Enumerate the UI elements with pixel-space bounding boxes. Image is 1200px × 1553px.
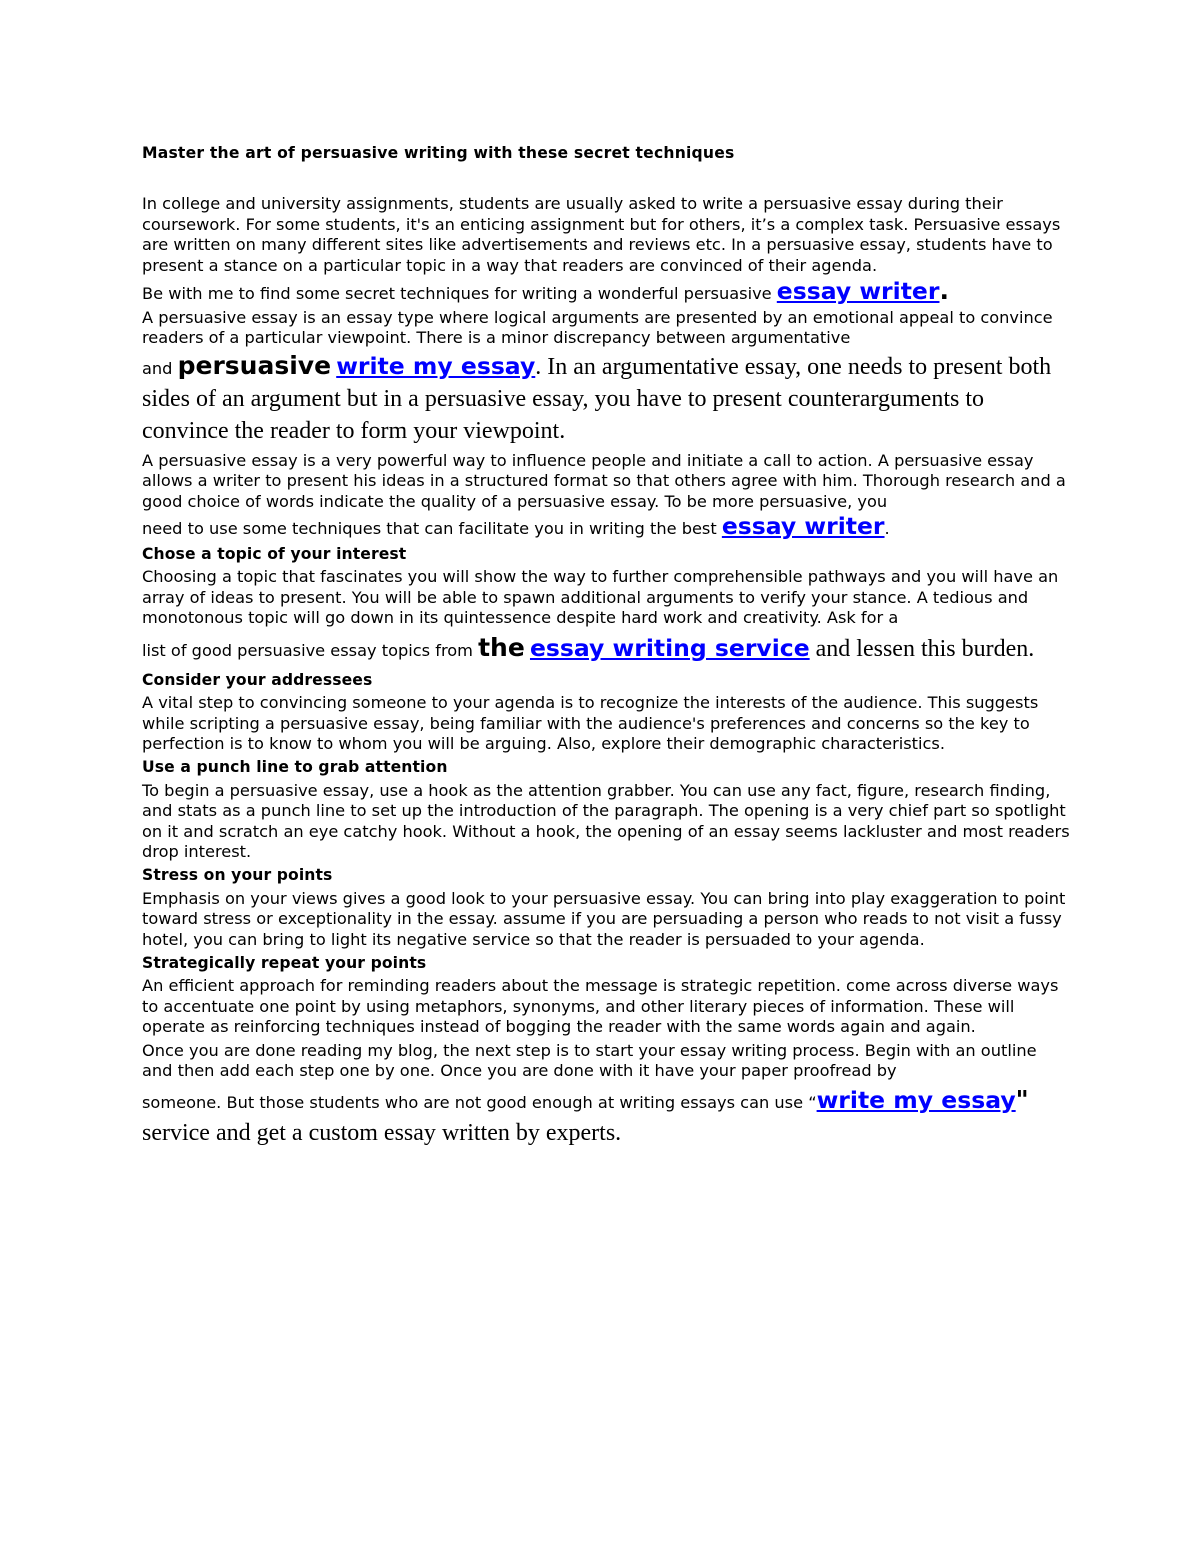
closing-serif-text: service and get a custom essay written by experts. <box>142 1120 622 1147</box>
heading-stress: Stress on your points <box>142 866 333 885</box>
addressees-text: A vital step to convincing someone to your agenda is to recognize the interests of the audience. This suggests while scripting a persuasive essay, being familiar with the audience's preferences and concerns so the key to perfection is to know to whom you will be arguing. Also, explore their demographic characteristics. <box>142 693 1039 753</box>
topic-text: Choosing a topic that fascinates you will show the way to further comprehensible pathways and you will have an array of ideas to present. You will be able to spawn additional arguments to verify your stance. A tedious and monotonous topic will go down in its quintessence despite hard work and creativity. Ask for a <box>142 567 1059 628</box>
document-page <box>142 143 1072 1153</box>
intro-text: In college and university assignments, students are usually asked to write a persuasive essay during their coursework. For some students, it's an enticing assignment but for others, it’s a complex task. Persuasive essays are written on many different sites like advertisements and reviews etc. In a persuasive essay, students have to present a stance on a particular topic in a way that readers are convinced of their agenda. <box>142 194 1061 275</box>
para3 <box>142 451 1072 512</box>
stress-paragraph <box>142 889 1072 950</box>
para2-and: and <box>142 358 178 378</box>
intro-end: . <box>939 276 949 306</box>
intro-line <box>142 276 1072 306</box>
page-title: Master the art of persuasive writing with these secret techniques <box>142 144 735 162</box>
para2-big-word: persuasive <box>177 350 332 380</box>
closing-line-text: someone. But those students who are not good enough at writing essays can use “ <box>142 1093 817 1113</box>
para3-line <box>142 512 1072 541</box>
heading-topic: Chose a topic of your interest <box>142 545 407 564</box>
para2-serif-text: . In an argumentative essay, one needs to present both sides of an argument but in a persuasive essay, you have to present counterarguments to convince the reader to form your viewpoint. <box>142 353 1052 444</box>
stress-text: Emphasis on your views gives a good look to your persuasive essay. You can bring into play exaggeration to point toward stress or exceptionality in the essay. assume if you are persuading a person who reads to not visit a fussy hotel, you can bring to light its negative service so that the reader is persuaded to your agenda. <box>142 888 1066 949</box>
heading-punch-line: Use a punch line to grab attention <box>142 758 448 777</box>
para3-end: . <box>884 519 890 539</box>
heading-addressees: Consider your addressees <box>142 670 373 689</box>
para3-line-text: need to use some techniques that can facilitate you in writing the best <box>142 519 722 539</box>
topic-line-text: list of good persuasive essay topics from <box>142 640 479 660</box>
topic-serif-text: and lessen this burden. <box>809 635 1035 662</box>
repeat-text: An efficient approach for reminding readers about the message is strategic repetition. come across diverse ways to accentuate one point by using metaphors, synonyms, and other literary pieces of information. These will operate as reinforcing techniques instead of bogging the reader with the same words again and again. <box>142 976 1059 1037</box>
closing-quote: " <box>1015 1085 1029 1115</box>
addressees-paragraph <box>142 693 1072 754</box>
write-my-essay-link[interactable]: write my essay <box>336 351 536 380</box>
topic-paragraph <box>142 567 1072 628</box>
intro-paragraph <box>142 194 1072 276</box>
para3-text: A persuasive essay is a very powerful way to influence people and initiate a call to action. A persuasive essay allows a writer to present his ideas in a structured format so that others agree with him. Thorough research and a good choice of words indicate the quality of a persuasive essay. To be more persuasive, you <box>142 450 1066 511</box>
write-my-essay-link-2[interactable]: write my essay <box>816 1086 1016 1115</box>
closing-text: Once you are done reading my blog, the next step is to start your essay writing process. Begin with an outline and then add each step one by one. Once you are done with it have your paper proofread by <box>142 1040 1037 1080</box>
para2-text: A persuasive essay is an essay type where logical arguments are presented by an emotional appeal to convince readers of a particular viewpoint. There is a minor discrepancy between argumentative <box>142 308 1053 348</box>
para2-continued <box>142 350 1072 448</box>
punch-text: To begin a persuasive essay, use a hook as the attention grabber. You can use any fact, figure, research finding, and stats as a punch line to set up the introduction of the paragraph. The opening is a very chief part so spotlight on it and scratch an eye catchy hook. Without a hook, the opening of an essay seems lackluster and most readers drop interest. <box>142 780 1070 861</box>
closing-line <box>142 1084 1072 1150</box>
essay-writer-link[interactable]: essay writer <box>776 277 940 306</box>
closing-paragraph <box>142 1041 1072 1082</box>
topic-line <box>142 632 1072 666</box>
essay-writer-link-2[interactable]: essay writer <box>721 512 885 541</box>
para2 <box>142 308 1072 349</box>
intro-line-text: Be with me to find some secret techniques for writing a wonderful persuasive <box>142 284 777 304</box>
topic-big-word: the <box>478 632 525 662</box>
essay-writing-service-link[interactable]: essay writing service <box>529 633 810 662</box>
punch-paragraph <box>142 781 1072 863</box>
repeat-paragraph <box>142 976 1072 1037</box>
heading-repeat: Strategically repeat your points <box>142 953 427 972</box>
